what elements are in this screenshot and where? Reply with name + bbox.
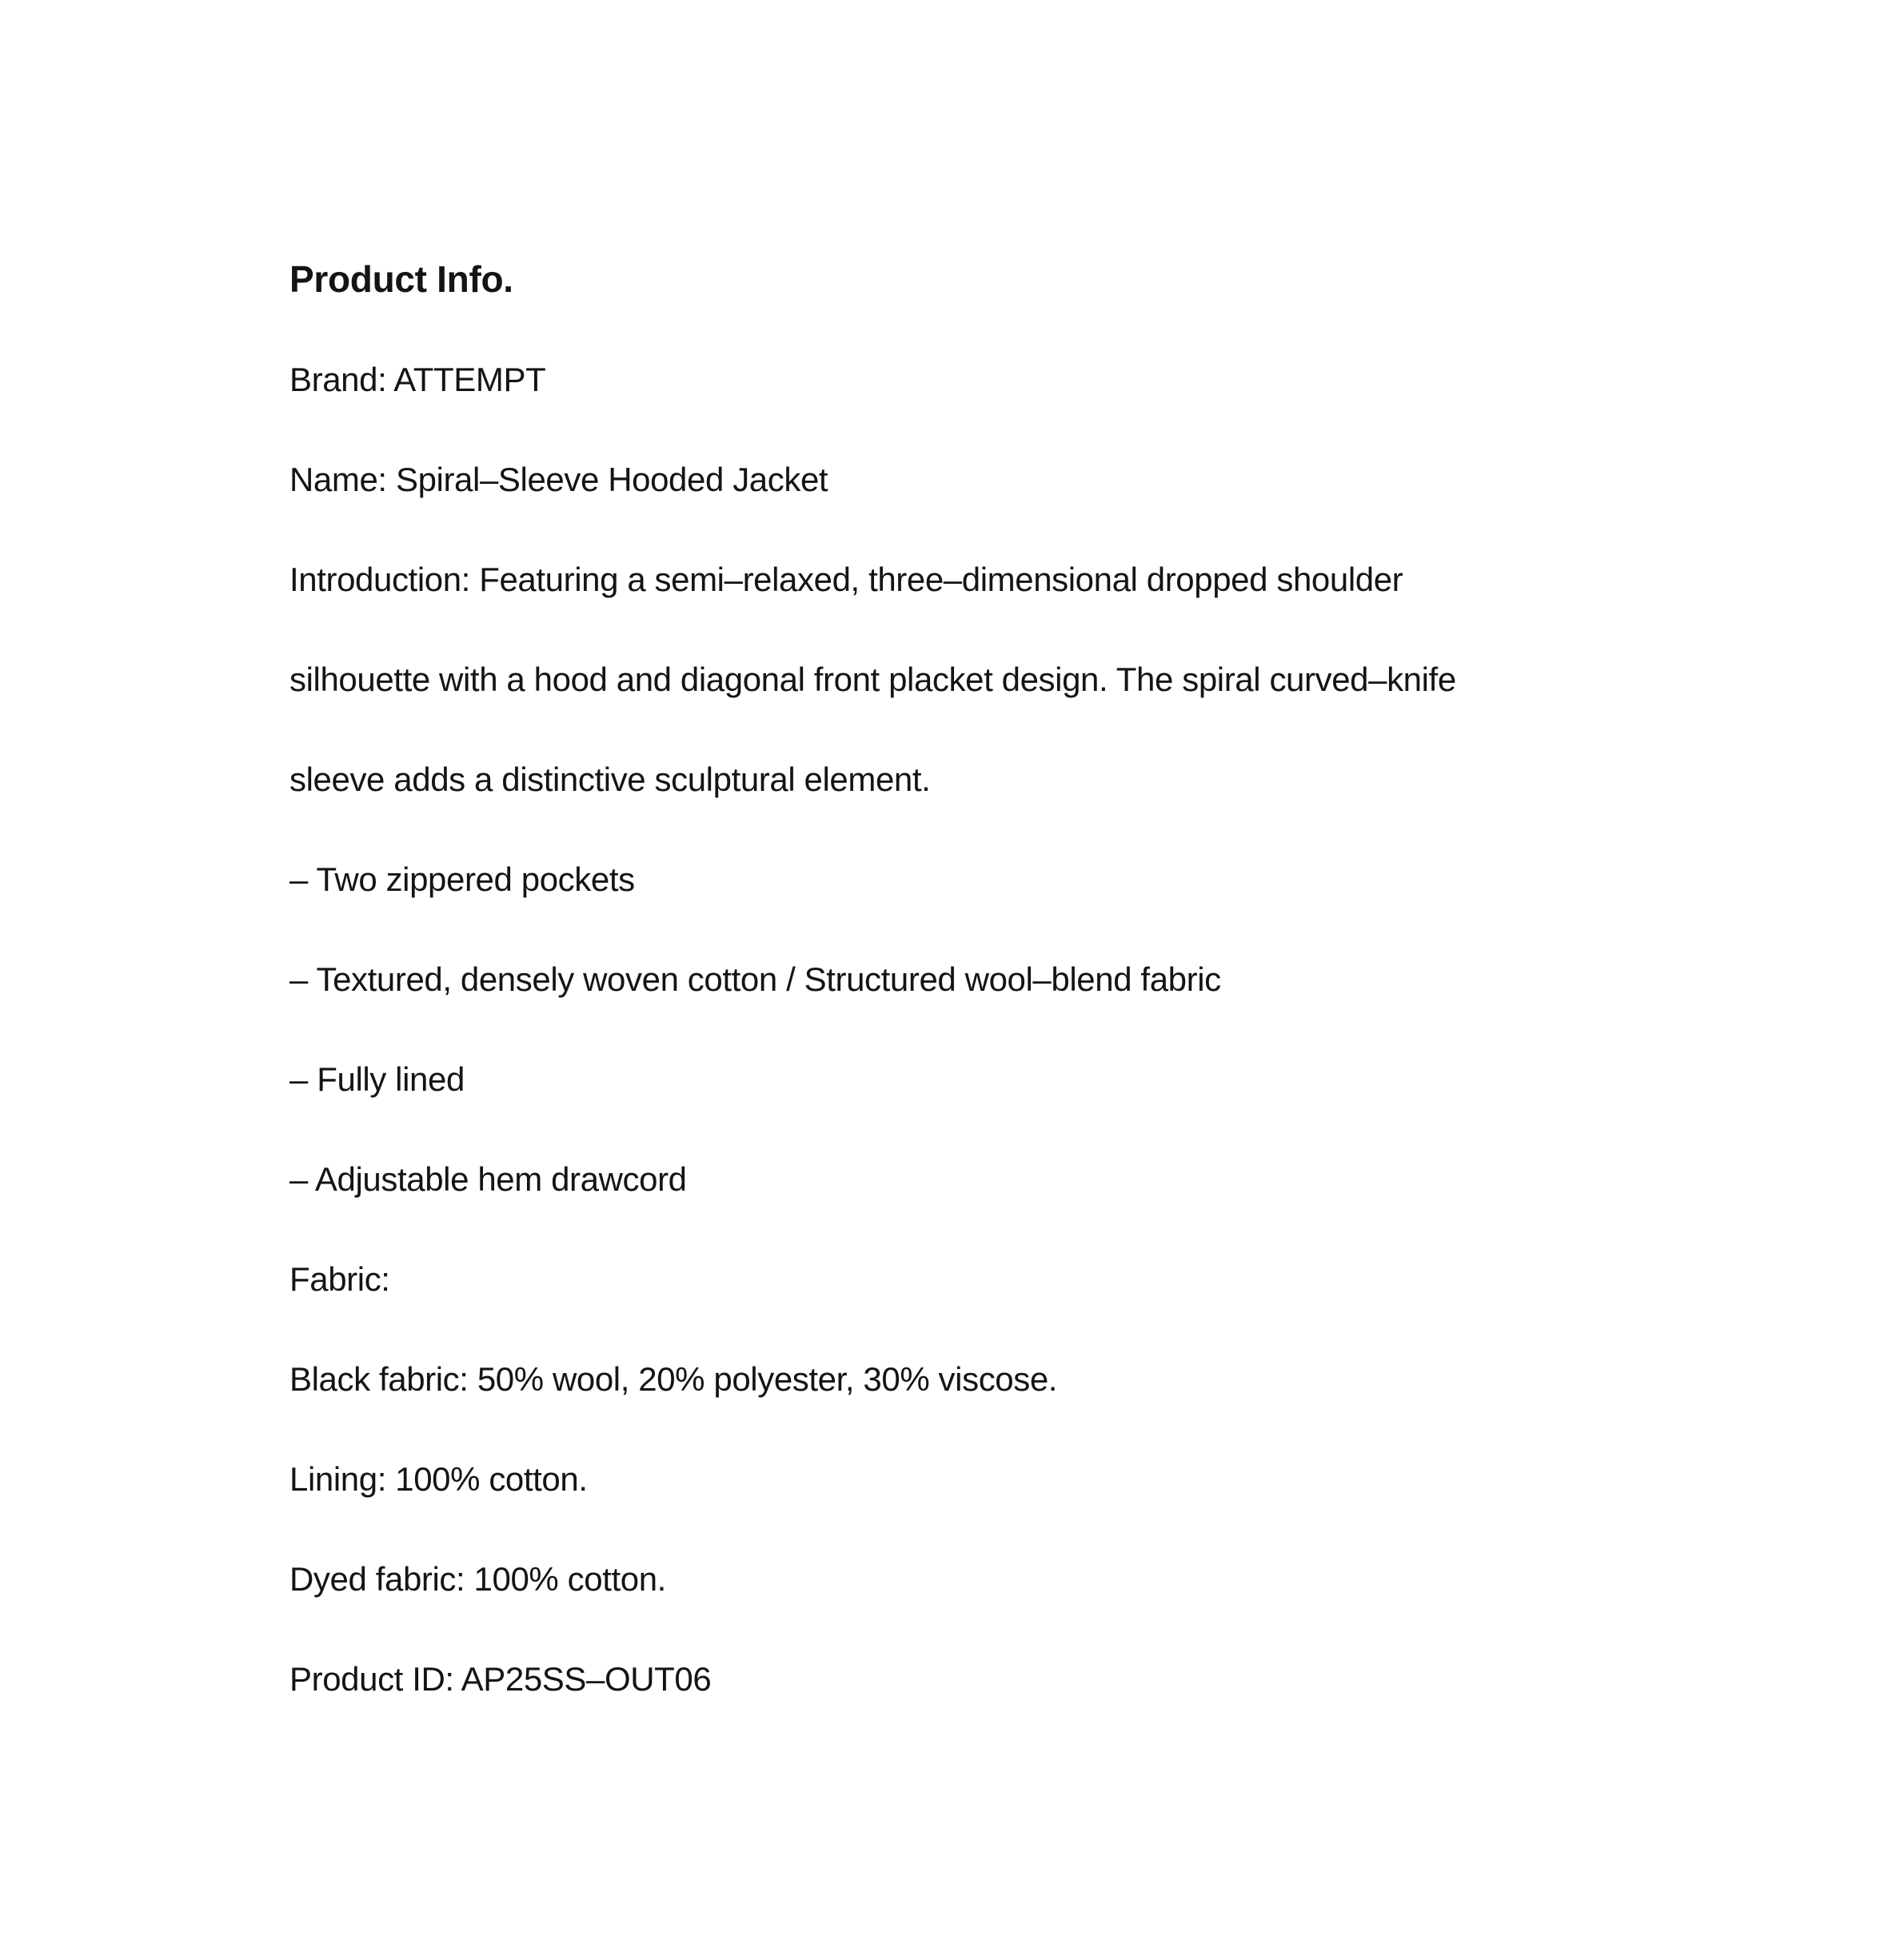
fabric-section-heading: Fabric: (289, 1260, 390, 1298)
introduction-line-3: sleeve adds a distinctive sculptural element. (289, 760, 931, 798)
fabric-dyed-line: Dyed fabric: 100% cotton. (289, 1560, 666, 1598)
product-id-line: Product ID: AP25SS–OUT06 (289, 1660, 712, 1698)
fabric-lining-line: Lining: 100% cotton. (289, 1460, 588, 1498)
brand-line: Brand: ATTEMPT (289, 361, 546, 398)
introduction-line-1: Introduction: Featuring a semi–relaxed, three–dimensional dropped shoulder (289, 561, 1403, 598)
fabric-black-line: Black fabric: 50% wool, 20% polyester, 30% viscose. (289, 1360, 1058, 1398)
product-name-line: Name: Spiral–Sleeve Hooded Jacket (289, 461, 828, 498)
page-title: Product Info. (289, 258, 513, 300)
feature-item-lining: – Fully lined (289, 1060, 465, 1098)
introduction-line-2: silhouette with a hood and diagonal front placket design. The spiral curved–knife (289, 661, 1456, 698)
feature-item-pockets: – Two zippered pockets (289, 860, 635, 898)
feature-item-drawcord: – Adjustable hem drawcord (289, 1160, 687, 1198)
feature-item-fabric-texture: – Textured, densely woven cotton / Structured wool–blend fabric (289, 960, 1221, 998)
